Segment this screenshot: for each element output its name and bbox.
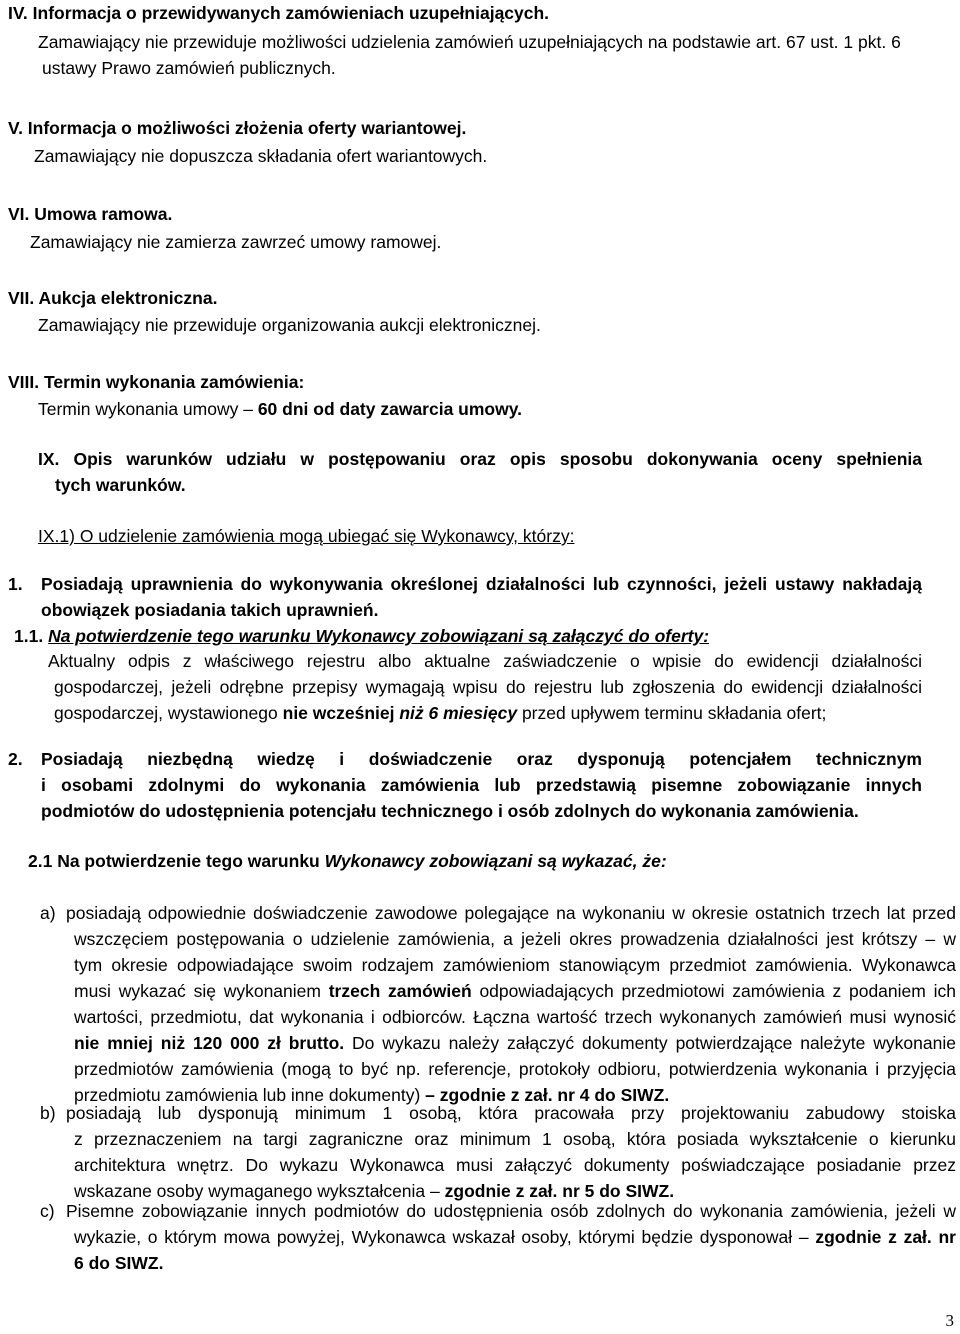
section-viii-body [38, 396, 522, 422]
cond1-p3-bolditalic: niż 6 miesięcy [399, 703, 518, 723]
cond2-line2: i osobami zdolnymi do wykonania zamówienia lub przedstawią pisemne zobowiązanie innych [41, 775, 922, 795]
item-a-l4-prefix: musi wykazać się wykonaniem [74, 981, 321, 1001]
item-c-l2-bold: zgodnie z zał. nr [815, 1227, 956, 1247]
item-b-l3: architektura wnętrz. Do wykazu Wykonawca musi załączyć dokumenty poświadczające posiadanie przez [74, 1155, 956, 1175]
item-a-l4-suffix: odpowiadających przedmiotowi zamówienia z podaniem ich [479, 981, 956, 1001]
cond2-line3: podmiotów do udostępnienia potencjału technicznego i osób zdolnych do wykonania zamówienia. [41, 801, 859, 821]
section-vii-body: Zamawiający nie przewiduje organizowania aukcji elektronicznej. [38, 315, 541, 335]
cond1-sub-text: Na potwierdzenie tego warunku Wykonawcy zobowiązani są załączyć do oferty: [48, 626, 710, 646]
cond1-p2: gospodarczej, jeżeli odrębne przepisy wymagają wpisu do rejestru lub zgłoszenia do ewidencji działalności [54, 677, 922, 697]
item-c-l3: 6 do SIWZ. [74, 1253, 164, 1273]
item-a-l4-bold: trzech zamówień [328, 981, 472, 1001]
cond1-paragraph [48, 648, 922, 726]
section-iv-line1: Zamawiający nie przewiduje możliwości udzielenia zamówień uzupełniających na podstawie art. 67 ust. 1 pkt. 6 [38, 32, 901, 52]
section-viii-body-term: 60 dni od daty zawarcia umowy. [257, 399, 523, 419]
item-a-l2: wszczęciem postępowania o udzielenie zamówienia, a jeżeli okres prowadzenia działalności jest krótszy – w [74, 929, 956, 949]
item-a-l6-bold: nie mniej niż 120 000 zł brutto. [74, 1033, 345, 1053]
cond2-sub-label: 2.1 [28, 851, 53, 871]
cond2-sub [28, 848, 667, 874]
item-c-label: c) [40, 1201, 55, 1221]
section-vi-heading: VI. Umowa ramowa. [8, 204, 173, 224]
item-a-text [66, 900, 956, 1108]
item-b-l4-bold: zgodnie z zał. nr 5 do SIWZ. [444, 1181, 675, 1201]
section-viii-heading: VIII. Termin wykonania zamówienia: [8, 372, 305, 392]
cond2-label: 2. [8, 749, 23, 769]
section-ix-heading-line2: tych warunków. [55, 475, 186, 495]
item-b-text [66, 1100, 956, 1204]
item-c-text [66, 1198, 956, 1276]
cond1-p1: Aktualny odpis z właściwego rejestru albo aktualne zaświadczenie o wpisie do ewidencji działalności [48, 651, 922, 671]
cond2-line1: Posiadają niezbędną wiedzę i doświadczenie oraz dysponują potencjałem technicznym [41, 749, 922, 769]
page-number: 3 [945, 1311, 954, 1330]
item-a-l8-bold: – zgodnie z zał. nr 4 do SIWZ. [425, 1085, 670, 1105]
cond2-text [41, 746, 922, 824]
item-b-l4-prefix: wskazane osoby wymaganego wykształcenia – [74, 1181, 440, 1201]
item-c-l2 [74, 1224, 956, 1250]
cond1-p3 [54, 700, 922, 726]
item-a-l5: wartości, przedmiotu, dat wykonania i odbiorców. Łączna wartość trzech wykonanych zamówień musi wynosić [74, 1007, 956, 1027]
item-b-label: b) [40, 1103, 56, 1123]
item-a-l7: przedmiotów zamówienia (mogą to być np. referencje, protokoły odbioru, potwierdzenia wykonania i przyjęcia [74, 1059, 956, 1079]
item-c-l1: Pisemne zobowiązanie innych podmiotów do udostępnienia osób zdolnych do wykonania zamówienia, jeżeli w [66, 1201, 956, 1221]
section-v-body: Zamawiający nie dopuszcza składania ofert wariantowych. [34, 146, 488, 166]
item-a-label: a) [40, 903, 56, 923]
section-ix-heading-line1: IX. Opis warunków udziału w postępowaniu oraz opis sposobu dokonywania oceny spełnienia [38, 449, 922, 469]
section-vii-heading: VII. Aukcja elektroniczna. [8, 288, 218, 308]
item-a-l6 [74, 1030, 956, 1056]
cond1-p3-bold: nie wcześniej [282, 703, 395, 723]
cond1-text [41, 571, 922, 623]
cond1-label: 1. [8, 574, 23, 594]
section-iv-line2: ustawy Prawo zamówień publicznych. [42, 58, 336, 78]
cond2-sub-text: Na potwierdzenie tego warunku [57, 851, 320, 871]
item-a-l4 [74, 978, 956, 1004]
cond1-line2: obowiązek posiadania takich uprawnień. [41, 600, 379, 620]
section-v-heading: V. Informacja o możliwości złożenia oferty wariantowej. [8, 118, 467, 138]
section-viii-body-prefix: Termin wykonania umowy – [38, 399, 253, 419]
item-a-l1: posiadają odpowiednie doświadczenie zawodowe polegające na wykonaniu w okresie ostatnich trzech lat przed [66, 903, 956, 923]
cond1-sub [14, 623, 709, 649]
item-c-l2-prefix: wykazie, o którym mowa powyżej, Wykonawca wskazał osoby, którymi będzie dysponował – [74, 1227, 809, 1247]
section-vi-body: Zamawiający nie zamierza zawrzeć umowy ramowej. [30, 232, 442, 252]
cond1-line1: Posiadają uprawnienia do wykonywania określonej działalności lub czynności, jeżeli ustawy nakładają [41, 574, 922, 594]
cond1-p3-prefix: gospodarczej, wystawionego [54, 703, 278, 723]
item-b-l2: z przeznaczeniem na targi zagraniczne oraz minimum 1 osobą, która posiada wykształcenie o kierunku [74, 1129, 956, 1149]
section-iv-heading: IV. Informacja o przewidywanych zamówieniach uzupełniających. [8, 3, 550, 23]
section-ix-sub1: IX.1) O udzielenie zamówienia mogą ubiegać się Wykonawcy, którzy: [38, 526, 575, 546]
item-a-l6-suffix: Do wykazu należy załączyć dokumenty potwierdzające należyte wykonanie [352, 1033, 956, 1053]
cond1-sub-label: 1.1. [14, 626, 44, 646]
section-ix-heading [38, 446, 922, 472]
cond1-p3-suffix: przed upływem terminu składania ofert; [521, 703, 827, 723]
item-b-l1: posiadają lub dysponują minimum 1 osobą, która pracowała przy projektowaniu zabudowy stoiska [66, 1103, 956, 1123]
item-a-l3: tym okresie odpowiadające swoim rodzajem zamówieniom stanowiącym przedmiot zamówienia. Wykonawca [74, 955, 956, 975]
cond2-sub-text-italic: Wykonawcy zobowiązani są wykazać, że: [324, 851, 667, 871]
item-a-l8-prefix: przedmiotu zamówienia lub inne dokumenty) [74, 1085, 421, 1105]
